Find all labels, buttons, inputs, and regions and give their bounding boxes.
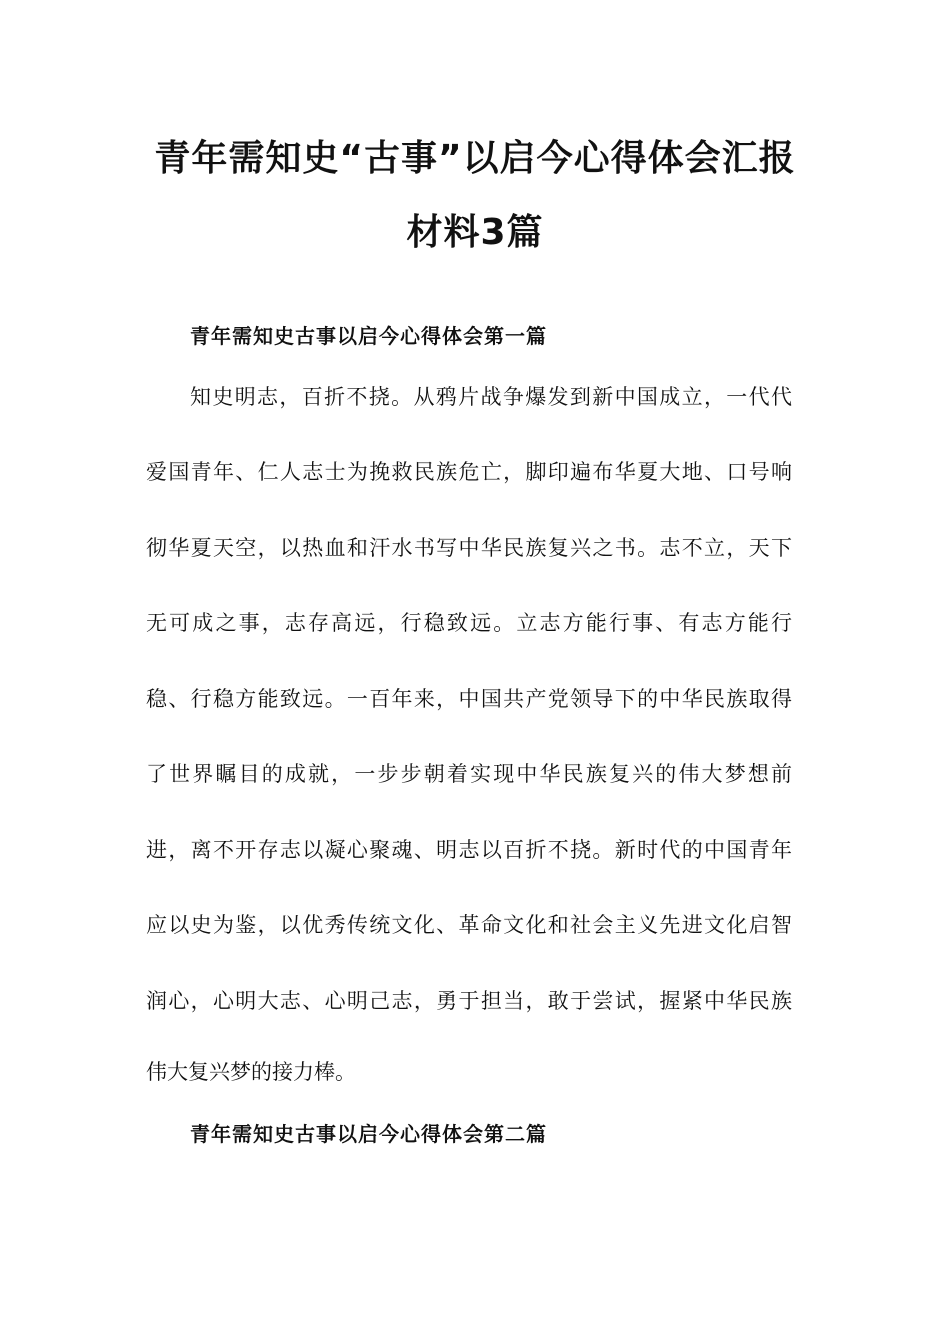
section-heading-1: 青年需知史古事以启今心得体会第一篇 (190, 324, 547, 348)
paragraph-line: 应以史为鉴，以优秀传统文化、革命文化和社会主义先进文化启智 (146, 913, 792, 937)
paragraph-line: 了世界瞩目的成就，一步步朝着实现中华民族复兴的伟大梦想前 (146, 762, 792, 786)
paragraph-line: 彻华夏天空，以热血和汗水书写中华民族复兴之书。志不立，天下 (146, 536, 792, 560)
paragraph-line: 稳、行稳方能致远。一百年来，中国共产党领导下的中华民族取得 (146, 687, 792, 711)
paragraph-line: 爱国青年、仁人志士为挽救民族危亡，脚印遍布华夏大地、口号响 (146, 460, 792, 484)
paragraph-line: 润心，心明大志、心明己志，勇于担当，敢于尝试，握紧中华民族 (146, 989, 792, 1013)
document-title-line-2: 材料3篇 (406, 212, 544, 253)
paragraph-line: 进，离不开存志以凝心聚魂、明志以百折不挠。新时代的中国青年 (146, 838, 792, 862)
document-title-line-1: 青年需知史“古事”以启今心得体会汇报 (154, 138, 796, 179)
section-heading-2: 青年需知史古事以启今心得体会第二篇 (190, 1122, 547, 1146)
paragraph-line: 知史明志，百折不挠。从鸦片战争爆发到新中国成立，一代代 (190, 385, 792, 409)
paragraph-line: 伟大复兴梦的接力棒。 (146, 1060, 356, 1084)
paragraph-line: 无可成之事，志存高远，行稳致远。立志方能行事、有志方能行 (146, 611, 792, 635)
